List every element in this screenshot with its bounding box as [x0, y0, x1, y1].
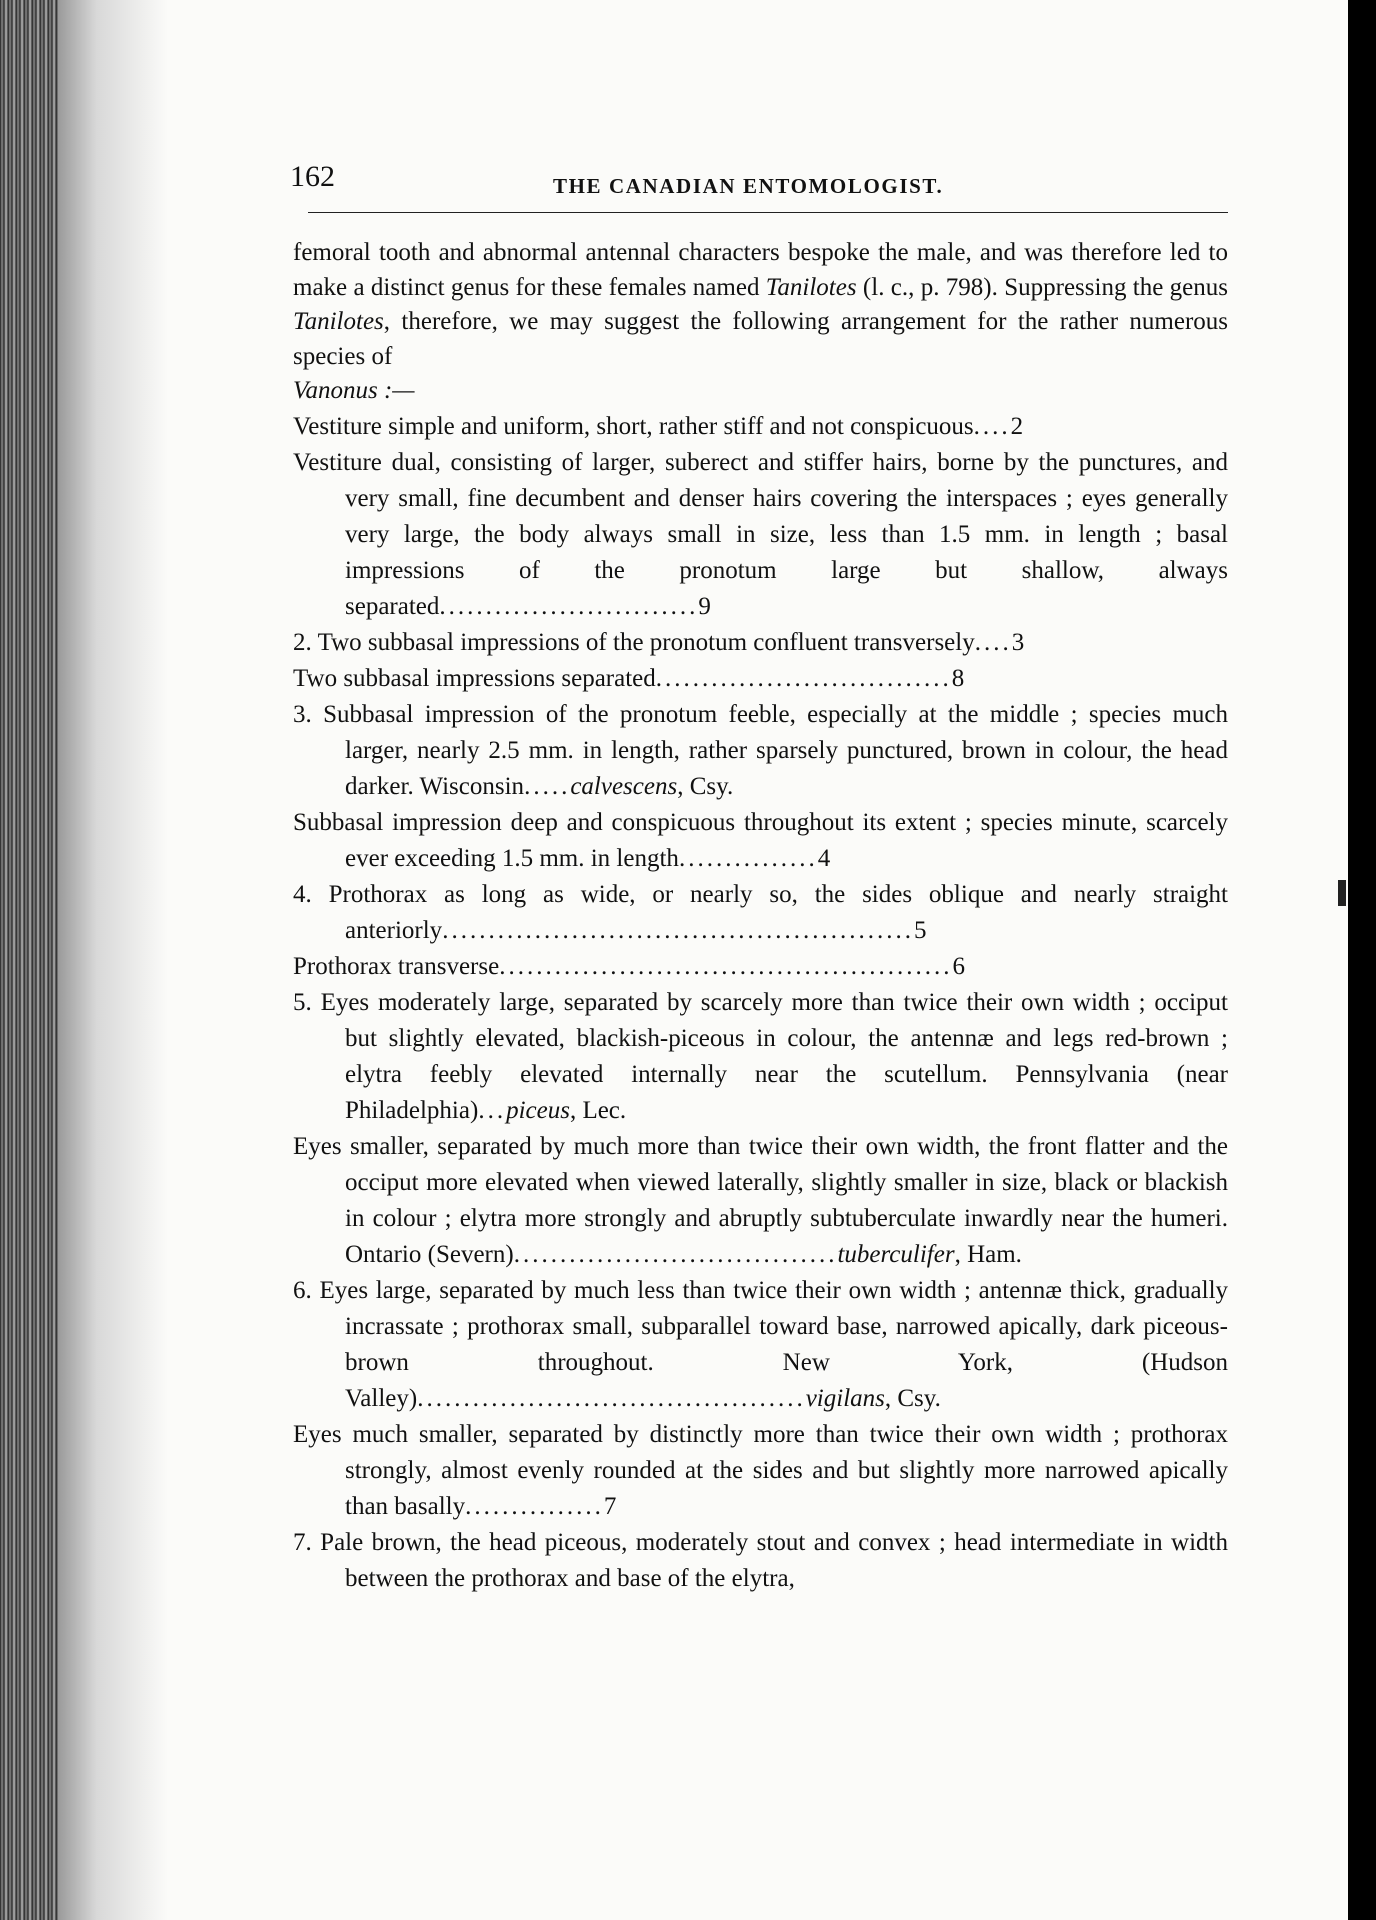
text-body [293, 236, 1228, 1597]
couplet-reference: 3 [1011, 628, 1025, 656]
key-entry [293, 1273, 1228, 1417]
leader-dots: ................................................... [442, 916, 914, 944]
key-entry [293, 445, 1228, 625]
couplet-text: Vestiture dual, consisting of larger, suberect and stiffer hairs, borne by the punctures, and very small, fine decumbent and denser hairs covering the interspaces ; eyes generally very large, the body always small in size, less than 1.5 mm. in length ; basal impressions of the pronotum large but shallow, always separated [293, 448, 1228, 620]
key-entry [293, 1417, 1228, 1525]
leader-dots: .... [973, 412, 1011, 440]
page-content [268, 150, 1229, 1592]
key-entry [293, 697, 1228, 805]
key-entry [293, 949, 1228, 985]
right-edge [1348, 0, 1376, 1920]
couplet-text: Subbasal impression of the pronotum feeble, especially at the middle ; species much larger, nearly 2.5 mm. in length, rather sparsely punctured, brown in colour, the head darker. Wisconsin [323, 700, 1229, 800]
ink-blot [1338, 880, 1346, 906]
species-author: , Ham. [954, 1240, 1022, 1268]
book-edge [0, 0, 58, 1920]
couplet-text: Two subbasal impressions separated [293, 664, 656, 692]
leader-dots: ................................... [513, 1240, 838, 1268]
species-name: vigilans [805, 1384, 885, 1412]
key-entry [293, 877, 1228, 949]
couplet-text: Subbasal impression deep and conspicuous throughout its extent ; species minute, scarcely ever exceeding 1.5 mm. in length [293, 808, 1228, 872]
leader-dots: ... [478, 1096, 507, 1124]
couplet-reference: 2 [1010, 412, 1024, 440]
leader-dots: .......................................... [417, 1384, 806, 1412]
species-name: tuberculifer [837, 1240, 955, 1268]
couplet-text: Eyes large, separated by much less than twice their own width ; antennæ thick, gradually incrassate ; prothorax small, subparallel toward base, narrowed apically, dark piceous-brown throughout. New York, (Hudson Valley) [319, 1276, 1229, 1412]
leader-dots: ............................ [439, 592, 699, 620]
key-entry [293, 1525, 1228, 1597]
couplet-text: Eyes smaller, separated by much more than twice their own width, the front flatter and the occiput more elevated when viewed laterally, slightly smaller in size, black or blackish in colour ; elytra more strongly and abruptly subtuberculate inwardly near the humeri. Ontario (Severn) [293, 1132, 1228, 1268]
couplet-number: 6. [293, 1276, 312, 1304]
leader-dots: ................................................. [499, 952, 953, 980]
leader-dots: .... [974, 628, 1012, 656]
intro-text: femoral tooth and abnormal antennal characters bespoke the male, and was therefore led to make a distinct genus for these females named [293, 239, 1228, 301]
intro-paragraph [293, 236, 1228, 409]
species-author: , Lec. [569, 1096, 627, 1124]
couplet-text: Prothorax transverse [293, 952, 500, 980]
leader-dots: ............... [465, 1492, 604, 1520]
key-entry [293, 1129, 1228, 1273]
key-entry [293, 625, 1228, 661]
couplet-number: 3. [293, 700, 312, 728]
leader-dots: ..... [524, 772, 571, 800]
species-name: calvescens [570, 772, 678, 800]
couplet-text: Two subbasal impressions of the pronotum confluent transversely [317, 628, 975, 656]
couplet-reference: 6 [952, 952, 965, 980]
page-number: 162 [290, 160, 335, 193]
intro-text: (l. c., p. 798). Suppressing the genus [856, 273, 1229, 301]
couplet-text: Prothorax as long as wide, or nearly so, the sides oblique and nearly straight anteriorly [328, 880, 1229, 944]
page-gutter-shadow [58, 0, 168, 1920]
genus-name: Tanilotes [293, 308, 384, 335]
key-entry [293, 409, 1228, 445]
couplet-text: Pale brown, the head piceous, moderately stout and convex ; head intermediate in width between the prothorax and base of the elytra, [320, 1528, 1228, 1592]
species-author: , Csy. [884, 1384, 941, 1412]
key-entry [293, 661, 1228, 697]
leader-dots: ................................ [655, 664, 952, 692]
species-name: piceus [506, 1096, 570, 1124]
couplet-text: Vestiture simple and uniform, short, rather stiff and not conspicuous [293, 412, 974, 440]
genus-name: Vanonus :— [293, 377, 415, 404]
couplet-number: 2. [293, 628, 312, 656]
leader-dots: ............... [678, 844, 818, 872]
intro-text: , therefore, we may suggest the following arrangement for the rather numerous species of [293, 308, 1228, 370]
couplet-reference: 7 [603, 1492, 617, 1520]
couplet-text: Eyes moderately large, separated by scarcely more than twice their own width ; occiput but slightly elevated, blackish-piceous in colour, the antennæ and legs red-brown ; elytra feebly elevated internally near the scutellum. Pennsylvania (near Philadelphia) [320, 988, 1229, 1124]
couplet-reference: 9 [698, 592, 711, 620]
species-author: , Csy. [677, 772, 734, 800]
couplet-text: Eyes much smaller, separated by distinctly more than twice their own width ; prothorax strongly, almost evenly rounded at the sides and but slightly more narrowed apically than basally [293, 1420, 1228, 1520]
genus-name: Tanilotes [765, 273, 857, 301]
couplet-number: 7. [293, 1528, 312, 1556]
key-entry [293, 805, 1228, 877]
identification-key [293, 409, 1228, 1597]
key-entry [293, 985, 1228, 1129]
couplet-reference: 4 [817, 844, 831, 872]
couplet-reference: 5 [913, 916, 927, 944]
header-rule [308, 212, 1228, 213]
couplet-number: 5. [293, 988, 312, 1016]
couplet-reference: 8 [951, 664, 965, 692]
page-header [268, 150, 1203, 200]
running-title: THE CANADIAN ENTOMOLOGIST. [553, 174, 944, 198]
couplet-number: 4. [293, 880, 312, 908]
